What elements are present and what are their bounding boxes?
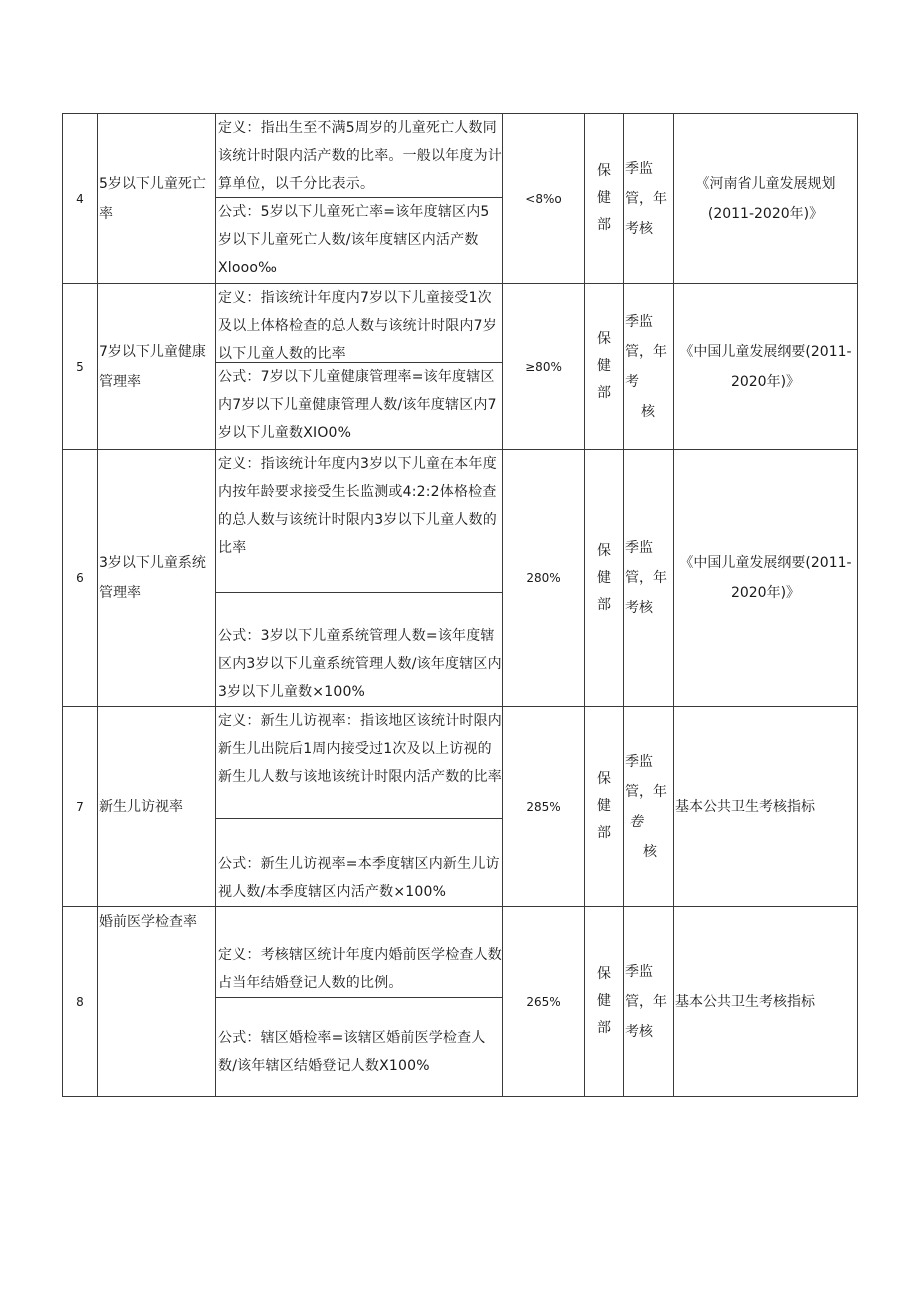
formula-text: 公式：7岁以下儿童健康管理率=该年度辖区内7岁以下儿童健康管理人数/该年度辖区内7岁以下儿童数XIO0% — [216, 362, 502, 449]
table-row — [63, 114, 858, 284]
department: 保 健 部 — [585, 707, 624, 907]
table-row — [63, 284, 858, 450]
row-number: 7 — [63, 707, 98, 907]
target-value: 265% — [503, 907, 585, 1097]
source: 基本公共卫生考核指标 — [674, 907, 858, 1097]
indicator-name: 3岁以下儿童系统管理率 — [98, 450, 216, 707]
row-number: 8 — [63, 907, 98, 1097]
definition-text: 定义：新生儿访视率：指该地区该统计时限内新生儿出院后1周内接受过1次及以上访视的新生儿人数与该地该统计时限内活产数的比率 — [218, 713, 502, 785]
frequency: 季监 管，年 考核 — [624, 450, 674, 707]
table-row — [63, 450, 858, 707]
formula-text: 公式：辖区婚检率=该辖区婚前医学检查人数/该年辖区结婚登记人数X100% — [218, 1030, 486, 1074]
indicator-definition-cell — [216, 284, 503, 450]
formula-text: 公式：新生儿访视率=本季度辖区内新生儿访视人数/本季度辖区内活产数×100% — [218, 856, 500, 900]
department: 保 健 部 — [585, 114, 624, 284]
frequency: 季监 管，年 卷 核 — [624, 707, 674, 907]
indicator-definition-cell — [216, 907, 503, 1097]
department: 保 健 部 — [585, 284, 624, 450]
definition-text: 定义：考核辖区统计年度内婚前医学检查人数占当年结婚登记人数的比例。 — [218, 947, 502, 991]
frequency: 季监 管，年 考核 — [624, 907, 674, 1097]
row-number: 5 — [63, 284, 98, 450]
indicator-name: 新生儿访视率 — [98, 707, 216, 907]
frequency: 季监 管，年 考 核 — [624, 284, 674, 450]
frequency: 季监 管，年 考核 — [624, 114, 674, 284]
source: 《河南省儿童发展规划(2011-2020年)》 — [674, 114, 858, 284]
definition-text: 定义：指出生至不满5周岁的儿童死亡人数同该统计时限内活产数的比率。一般以年度为计算单位，以千分比表示。 — [218, 120, 502, 192]
formula-cell — [216, 818, 502, 906]
indicator-table — [62, 113, 858, 1097]
target-value: ≥80% — [503, 284, 585, 450]
indicator-name: 婚前医学检查率 — [98, 907, 216, 1097]
indicator-definition-cell — [216, 114, 503, 284]
table-row — [63, 707, 858, 907]
target-value: 280% — [503, 450, 585, 707]
department: 保 健 部 — [585, 907, 624, 1097]
indicator-name: 7岁以下儿童健康管理率 — [98, 284, 216, 450]
indicator-definition-cell — [216, 450, 503, 707]
formula-text: 公式：5岁以下儿童死亡率=该年度辖区内5岁以下儿童死亡人数/该年度辖区内活产数Xlooo‰ — [216, 197, 502, 283]
department: 保 健 部 — [585, 450, 624, 707]
row-number: 4 — [63, 114, 98, 284]
indicator-name: 5岁以下儿童死亡率 — [98, 114, 216, 284]
formula-cell — [216, 997, 502, 1096]
formula-cell — [216, 592, 502, 706]
formula-text: 公式：3岁以下儿童系统管理人数=该年度辖区内3岁以下儿童系统管理人数/该年度辖区内3岁以下儿童数×100% — [218, 628, 502, 700]
definition-cell — [216, 907, 502, 997]
row-number: 6 — [63, 450, 98, 707]
table-row — [63, 907, 858, 1097]
source: 基本公共卫生考核指标 — [674, 707, 858, 907]
definition-text: 定义：指该统计年度内3岁以下儿童在本年度内按年龄要求接受生长监测或4:2:2体格检查的总人数与该统计时限内3岁以下儿童人数的比率 — [218, 456, 497, 556]
source: 《中国儿童发展纲要(2011-2020年)》 — [674, 284, 858, 450]
target-value: <8%o — [503, 114, 585, 284]
definition-text: 定义：指该统计年度内7岁以下儿童接受1次及以上体格检查的总人数与该统计时限内7岁以下儿童人数的比率 — [218, 290, 497, 362]
target-value: 285% — [503, 707, 585, 907]
source: 《中国儿童发展纲要(2011-2020年)》 — [674, 450, 858, 707]
indicator-definition-cell — [216, 707, 503, 907]
